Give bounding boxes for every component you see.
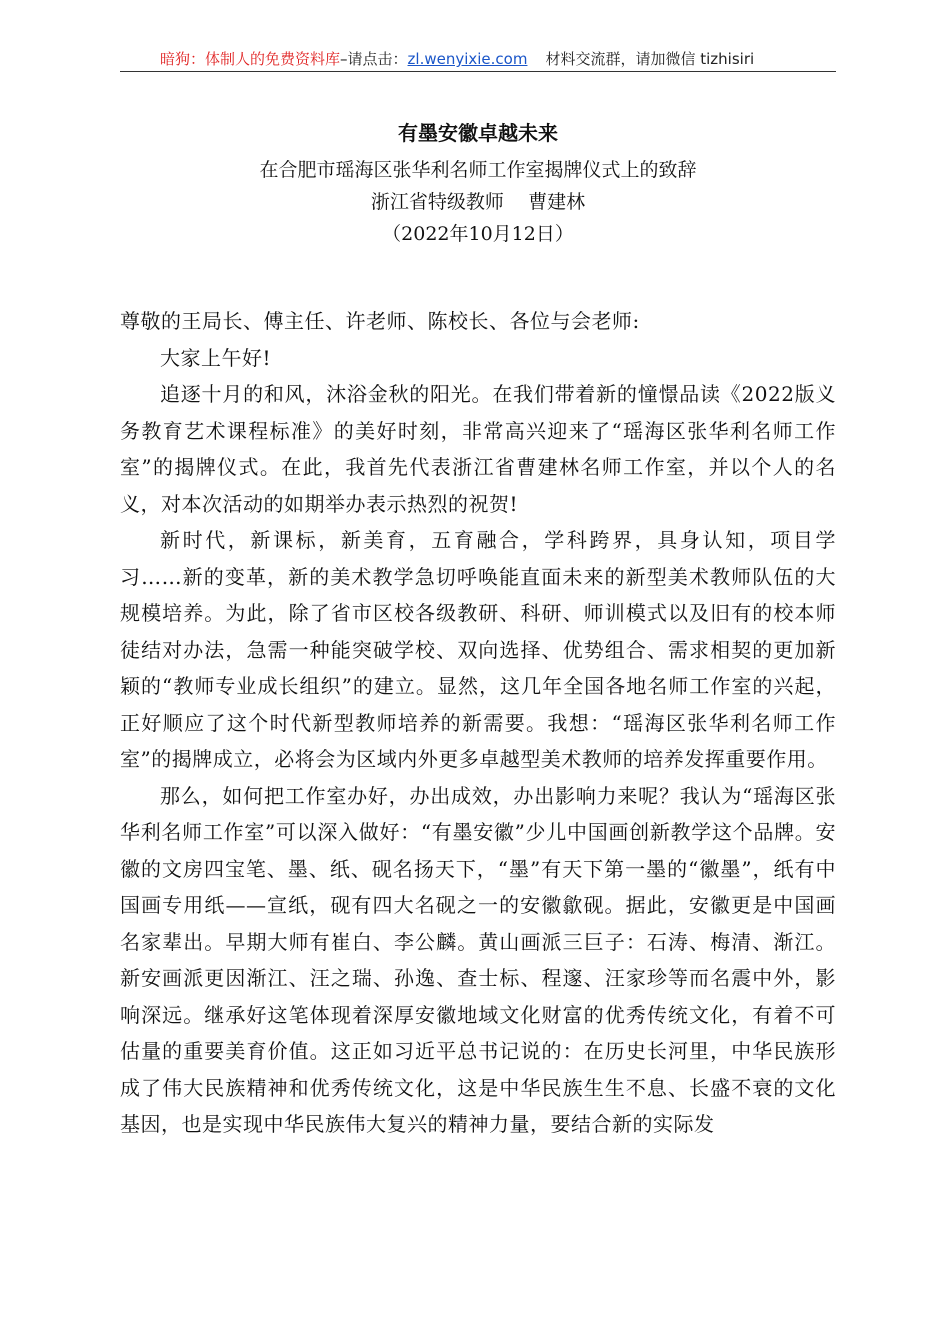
body-paragraph: 新时代，新课标，新美育，五育融合，学科跨界，具身认知，项目学习……新的变革，新的美术教学急切呼唤能直面未来的新型美术教师队伍的大规模培养。为此，除了省市区校各级教研、科研、师训模式以及旧有的校本师徒结对办法，急需一种能突破学校、双向选择、优势组合、需求相契的更加新颖的“教师专业成长组织”的建立。显然，这几年全国各地名师工作室的兴起，正好顺应了这个时代新型教师培养的新需要。我想：“瑶海区张华利名师工作室”的揭牌成立，必将会为区域内外更多卓越型美术教师的培养发挥重要作用。 — [120, 528, 836, 771]
header-brand: 暗狗：体制人的免费资料库 — [160, 50, 341, 68]
header-contact: 材料交流群，请加微信 tizhisiri — [545, 50, 755, 68]
document-author: 浙江省特级教师 曹建林 — [370, 191, 586, 213]
document-subtitle: 在合肥市瑶海区张华利名师工作室揭牌仪式上的致辞 — [259, 159, 697, 181]
document-body — [120, 303, 836, 1143]
salutation: 尊敬的王局长、傅主任、许老师、陈校长、各位与会老师: — [120, 309, 640, 333]
body-paragraph: 追逐十月的和风，沐浴金秋的阳光。在我们带着新的憧憬品读《2022版义务教育艺术课程标准》的美好时刻，非常高兴迎来了“瑶海区张华利名师工作室”的揭牌仪式。在此，我首先代表浙江省曹建林名师工作室，并以个人的名义，对本次活动的如期举办表示热烈的祝贺! — [120, 382, 836, 516]
document-date: （2022年10月12日） — [382, 223, 574, 245]
greeting: 大家上午好! — [160, 345, 272, 370]
header-link[interactable]: zl.wenyixie.com — [407, 50, 528, 68]
document-title: 有墨安徽卓越未来 — [398, 121, 558, 145]
header-divider — [120, 71, 836, 72]
page-header — [120, 48, 836, 70]
body-paragraph: 那么，如何把工作室办好，办出成效，办出影响力来呢？我认为“瑶海区张华利名师工作室”可以深入做好：“有墨安徽”少儿中国画创新教学这个品牌。安徽的文房四宝笔、墨、纸、砚名扬天下，“墨”有天下第一墨的“徽墨”，纸有中国画专用纸——宣纸，砚有四大名砚之一的安徽歙砚。据此，安徽更是中国画名家辈出。早期大师有崔白、李公麟。黄山画派三巨子：石涛、梅清、渐江。新安画派更因渐江、汪之瑞、孙逸、查士标、程邃、汪家珍等而名震中外，影响深远。继承好这笔体现着深厚安徽地域文化财富的优秀传统文化，有着不可估量的重要美育价值。这正如习近平总书记说的：在历史长河里，中华民族形成了伟大民族精神和优秀传统文化，这是中华民族生生不息、长盛不衰的文化基因，也是实现中华民族伟大复兴的精神力量，要结合新的实际发 — [120, 783, 836, 1136]
title-block — [120, 118, 836, 250]
header-prompt: –请点击： — [340, 50, 408, 68]
